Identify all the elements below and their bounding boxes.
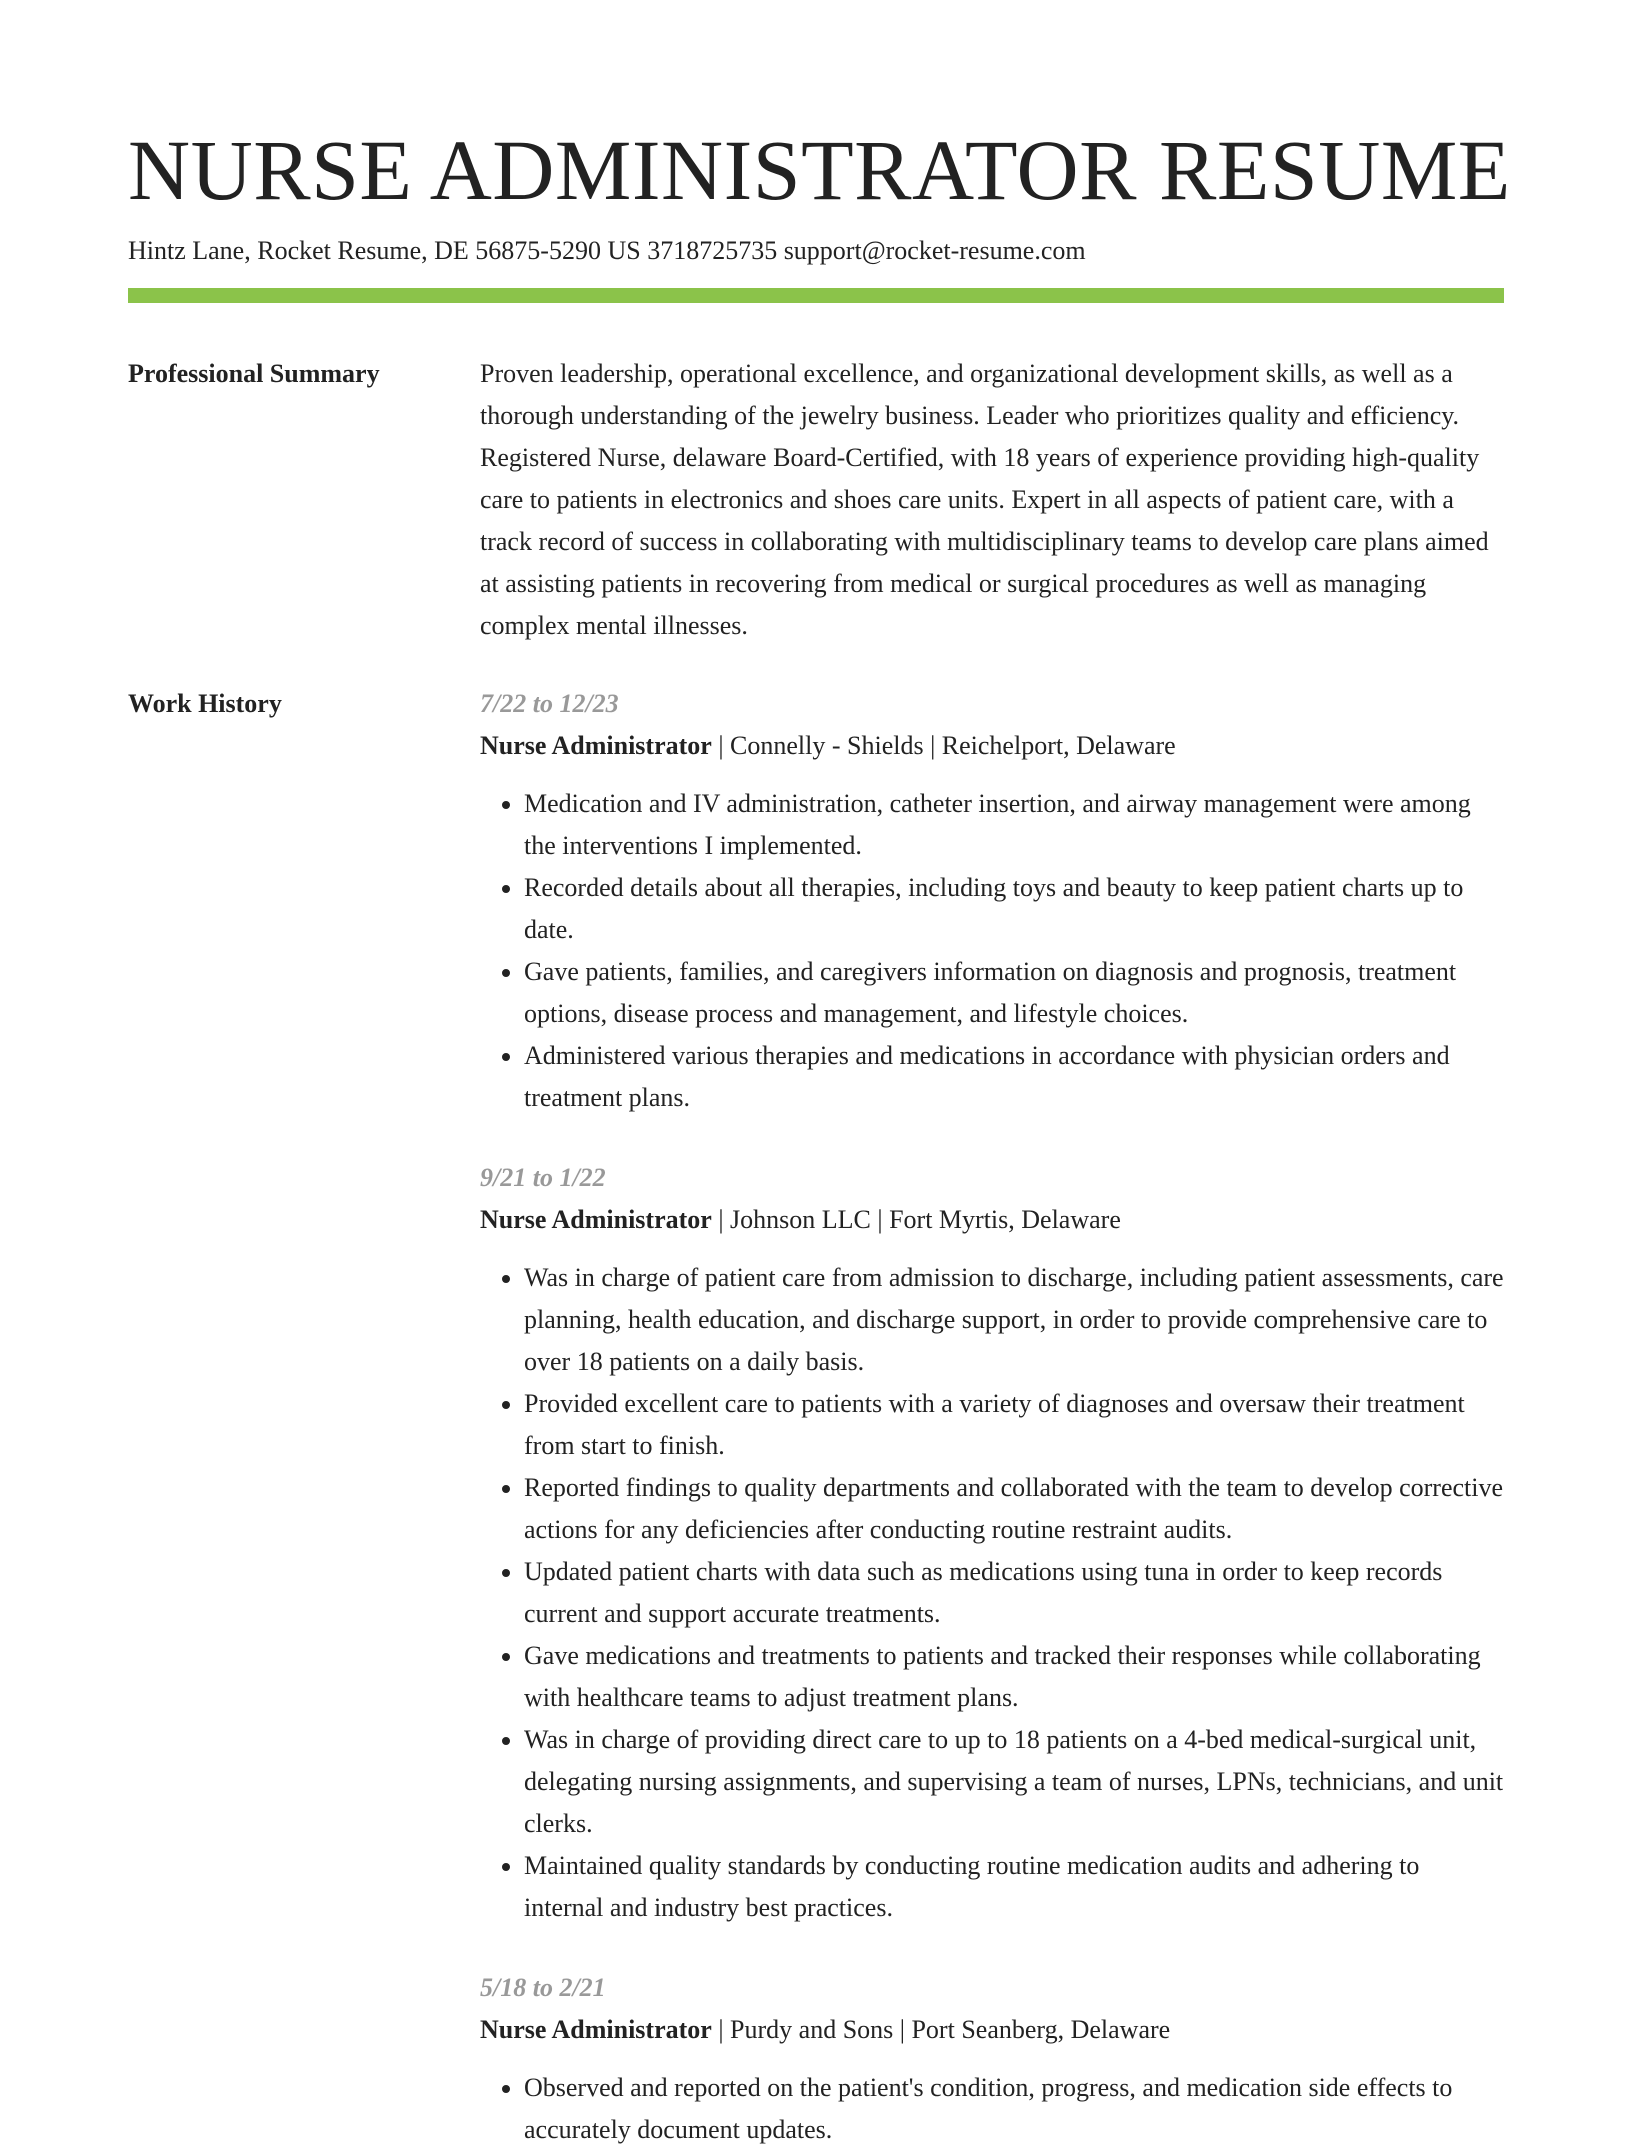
section-label-work-history: Work History xyxy=(128,689,282,718)
job-title: Nurse Administrator xyxy=(480,1205,712,1234)
job-dates: 7/22 to 12/23 xyxy=(480,689,619,718)
job-bullet-list xyxy=(480,1257,1504,1929)
job-bullet: • Administered various therapies and medications in accordance with physician orders and treatment plans. xyxy=(524,1035,1504,1119)
contact-line: Hintz Lane, Rocket Resume, DE 56875-5290 US 3718725735 support@rocket-resume.com xyxy=(128,236,1086,265)
job-bullet: • Gave patients, families, and caregivers information on diagnosis and prognosis, treatment options, disease process and management, and lifestyle choices. xyxy=(524,951,1504,1035)
job-entry xyxy=(480,1157,1504,1929)
job-entry xyxy=(480,683,1504,1119)
job-bullet: • Observed and reported on the patient's condition, progress, and medication side effects to accurately document updates. xyxy=(524,2067,1504,2151)
job-title: Nurse Administrator xyxy=(480,2015,712,2044)
job-bullet: • Medication and IV administration, catheter insertion, and airway management were among the interventions I implemented. xyxy=(524,783,1504,867)
resume-title: NURSE ADMINISTRATOR RESUME xyxy=(128,122,1511,218)
accent-divider xyxy=(128,288,1504,303)
summary-body xyxy=(480,353,1504,647)
job-heading xyxy=(480,2009,1504,2051)
job-bullet: • Reported findings to quality departments and collaborated with the team to develop corrective actions for any deficiencies after conducting routine restraint audits. xyxy=(524,1467,1504,1551)
job-heading xyxy=(480,1199,1504,1241)
job-bullet: • Was in charge of providing direct care to up to 18 patients on a 4-bed medical-surgical unit, delegating nursing assignments, and supervising a team of nurses, LPNs, technicians, and unit clerks. xyxy=(524,1719,1504,1845)
job-bullet-list xyxy=(480,2067,1504,2151)
resume-page xyxy=(128,0,1511,2151)
job-bullet-list xyxy=(480,783,1504,1119)
summary-text: Proven leadership, operational excellence, and organizational development skills, as well as a thorough understanding of the jewelry business. Leader who prioritizes quality and efficiency. Registered Nurse, delaware Board-Certified, with 18 years of experience providing high-quality care to patients in electronics and shoes care units. Expert in all aspects of patient care, with a track record of success in collaborating with multidisciplinary teams to develop care plans aimed at assisting patients in recovering from medical or surgical procedures as well as managing complex mental illnesses. xyxy=(480,359,1489,640)
job-title: Nurse Administrator xyxy=(480,731,712,760)
job-bullet: • Recorded details about all therapies, including toys and beauty to keep patient charts up to date. xyxy=(524,867,1504,951)
job-details: | Purdy and Sons | Port Seanberg, Delaware xyxy=(711,2015,1171,2044)
job-heading xyxy=(480,725,1504,767)
professional-summary-section xyxy=(128,353,1504,647)
job-dates: 9/21 to 1/22 xyxy=(480,1163,606,1192)
work-history-section xyxy=(128,683,1504,2151)
job-bullet: • Provided excellent care to patients with a variety of diagnoses and oversaw their treatment from start to finish. xyxy=(524,1383,1504,1467)
job-bullet: • Maintained quality standards by conducting routine medication audits and adhering to internal and industry best practices. xyxy=(524,1845,1504,1929)
job-bullet: • Was in charge of patient care from admission to discharge, including patient assessments, care planning, health education, and discharge support, in order to provide comprehensive care to over 18 patients on a daily basis. xyxy=(524,1257,1504,1383)
job-details: | Connelly - Shields | Reichelport, Delaware xyxy=(711,731,1176,760)
job-details: | Johnson LLC | Fort Myrtis, Delaware xyxy=(711,1205,1121,1234)
section-label-summary: Professional Summary xyxy=(128,359,380,388)
job-bullet: • Gave medications and treatments to patients and tracked their responses while collaborating with healthcare teams to adjust treatment plans. xyxy=(524,1635,1504,1719)
job-entry xyxy=(480,1967,1504,2151)
job-bullet: • Updated patient charts with data such as medications using tuna in order to keep records current and support accurate treatments. xyxy=(524,1551,1504,1635)
work-history-body xyxy=(480,683,1504,2151)
job-dates: 5/18 to 2/21 xyxy=(480,1973,606,2002)
